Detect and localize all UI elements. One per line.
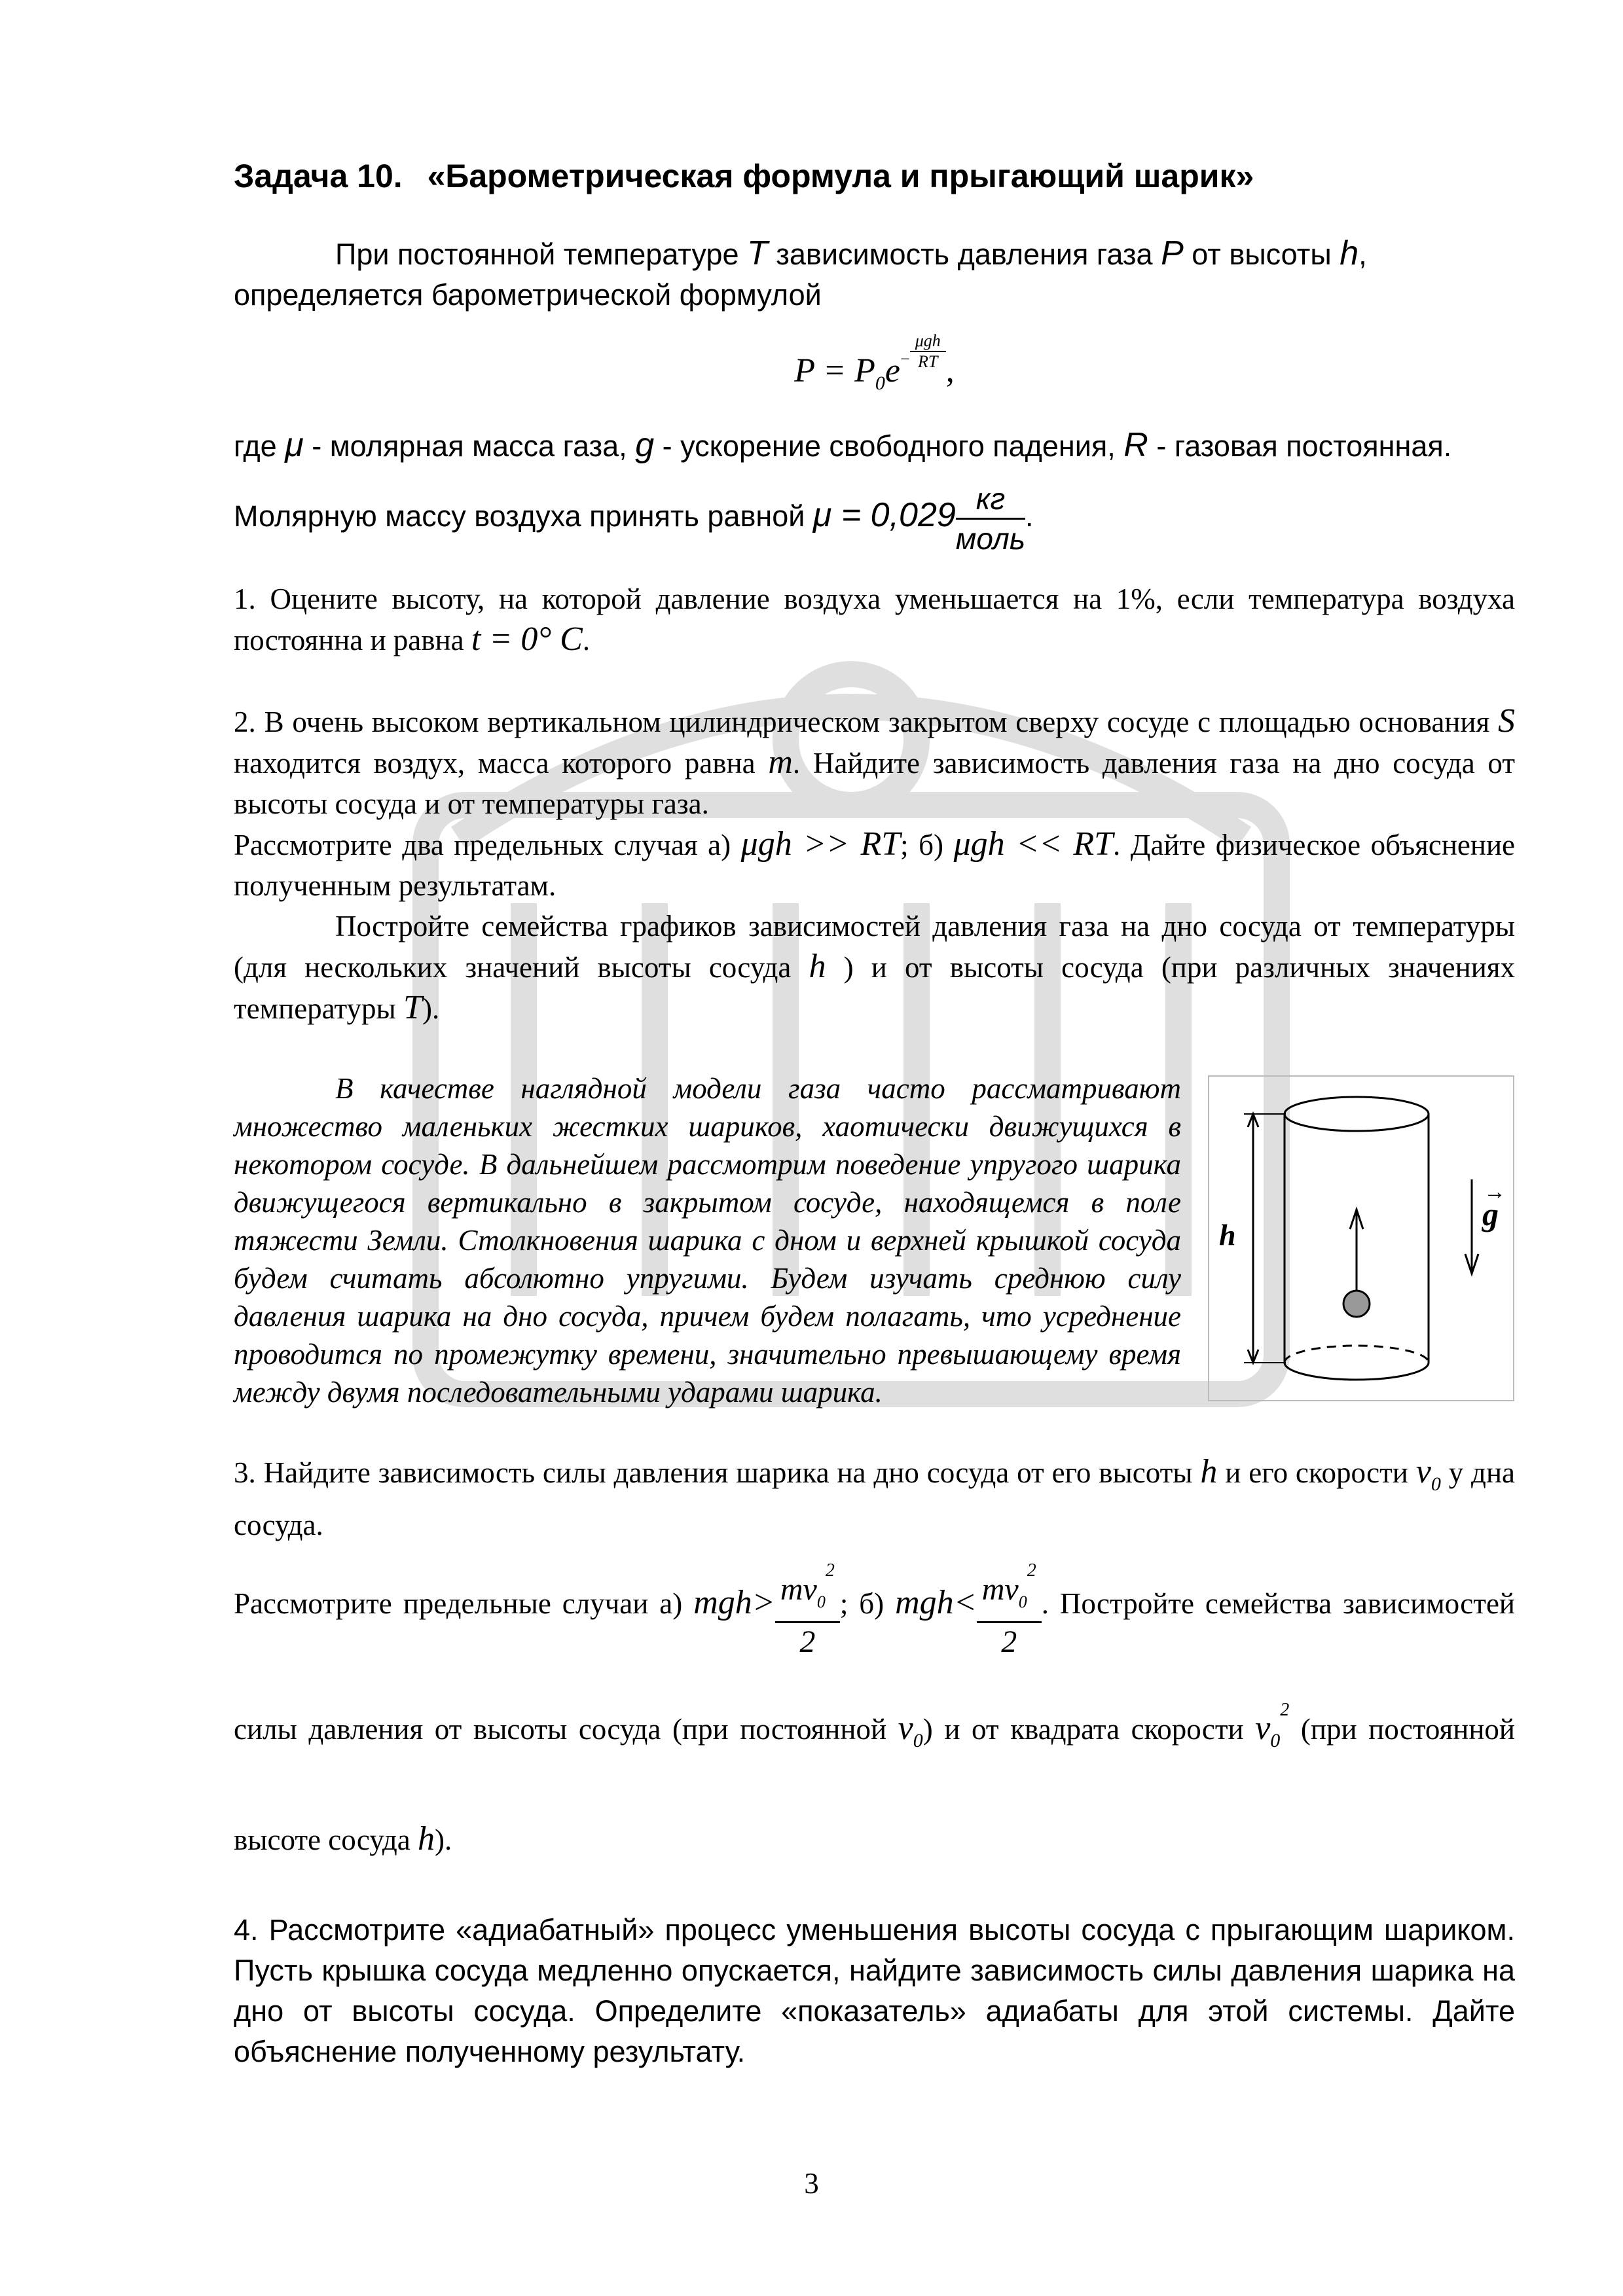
item3-frac-b-mv: mv bbox=[981, 1571, 1019, 1607]
exp-num: μgh bbox=[910, 331, 946, 352]
cylinder-bottom bbox=[1285, 1363, 1429, 1380]
task-number: Задача 10. bbox=[234, 158, 403, 194]
formula-comma: , bbox=[945, 352, 955, 389]
item3-frac-a-den: 2 bbox=[799, 1624, 816, 1659]
task-title: «Барометрическая формула и прыгающий шарик» bbox=[427, 158, 1254, 194]
item2-g: Постройте семейства графиков зависимостей давления газа на дно сосуда от температуры (для нескольких значений высоты сосуда bbox=[234, 909, 1515, 984]
barometric-formula bbox=[234, 321, 1515, 413]
where-line bbox=[234, 425, 1515, 467]
intro-line-1 bbox=[234, 233, 1515, 275]
intro-text-c: от высоты bbox=[1192, 238, 1332, 271]
item3-sup2-3: 2 bbox=[1280, 1699, 1290, 1720]
item2-b: находится воздух, масса которого равна bbox=[234, 746, 756, 780]
item3-gt: > bbox=[752, 1583, 775, 1621]
item3-case-b-mgh: mgh bbox=[895, 1583, 954, 1621]
item3-frac-b-sub: 0 bbox=[1018, 1592, 1027, 1611]
exp-frac bbox=[910, 331, 946, 372]
item3-frac-b-sup: 2 bbox=[1027, 1560, 1036, 1581]
item3-f: . Постройте семейства зависимостей силы давления от высоты сосуда (при постоянной bbox=[234, 1587, 1516, 1746]
var-mu: μ bbox=[285, 426, 304, 464]
item3-frac-b bbox=[977, 1552, 1042, 1661]
item3-var-v: v bbox=[1415, 1452, 1431, 1490]
model-paragraph: В качестве наглядной модели газа часто рассматривают множество маленьких жестких шариков, хаотически движущихся в некотором сосуде. В дальнейшем рассмотрим поведение упругого шарика движущегося вертикально в закрытом сосуде, находящемся в поле тяжести Земли. Столкновения шарика с дном и верхней крышкой сосуда будем считать абсолютно упругими. Будем изучать среднюю силу давления шарика на дно сосуда, причем будем полагать, что усреднение проводится по промежутку времени, значительно превышающему время между двумя последовательными ударами шарика. bbox=[234, 1071, 1181, 1408]
intro-text-d: , bbox=[1359, 238, 1367, 271]
molar-value: μ = 0,029 bbox=[812, 496, 956, 534]
ball bbox=[1343, 1291, 1370, 1317]
item3-lt: < bbox=[953, 1583, 977, 1621]
item3-sub0-2: 0 bbox=[913, 1729, 923, 1751]
item2-j: ). bbox=[422, 992, 440, 1025]
formula-sub0: 0 bbox=[875, 372, 885, 394]
molar-unit-frac bbox=[956, 480, 1025, 558]
intro-text-b: зависимость давления газа bbox=[776, 238, 1153, 271]
where-c: - ускорение свободного падения, bbox=[662, 429, 1116, 463]
var-R: R bbox=[1123, 426, 1148, 464]
item-2-para-1 bbox=[234, 701, 1515, 824]
formula-lhs: P = P bbox=[794, 352, 875, 389]
item3-var-v-3: v bbox=[1255, 1709, 1271, 1747]
item1-end: . bbox=[582, 623, 591, 656]
item-3-para-1 bbox=[234, 1452, 1515, 1545]
item3-sub0: 0 bbox=[1431, 1473, 1441, 1495]
item2-var-T: T bbox=[403, 988, 422, 1026]
intro-line-2: определяется барометрической формулой bbox=[234, 278, 822, 312]
molar-mass-line bbox=[234, 476, 1515, 558]
formula-exponent bbox=[900, 321, 946, 389]
item1-formula: t = 0° C bbox=[471, 620, 583, 658]
item3-frac-a bbox=[775, 1552, 840, 1661]
label-h: h bbox=[1219, 1217, 1236, 1251]
var-T: T bbox=[746, 234, 768, 272]
molar-end: . bbox=[1025, 499, 1034, 533]
var-m: m bbox=[768, 743, 793, 781]
item2-case-a: μgh >> RT bbox=[740, 825, 901, 863]
item3-c: у дна сосуда. bbox=[234, 1456, 1516, 1541]
item3-frac-a-sup: 2 bbox=[825, 1560, 835, 1581]
item2-f: . Дайте физическое объяснение полученным результатам. bbox=[234, 828, 1516, 902]
cylinder-top bbox=[1285, 1097, 1429, 1131]
item-4: 4. Рассмотрите «адиабатный» процесс уменьшения высоты сосуда с прыгающим шариком. Пусть крышка сосуда медленно опускается, найдите зависимость силы давления шарика на дно от высоты сосуда. Определите «показатель» адиабаты для этой системы. Дайте объяснение полученному результату. bbox=[234, 1912, 1515, 2068]
molar-unit-num: кг bbox=[956, 480, 1025, 520]
exp-minus: − bbox=[900, 350, 910, 368]
item2-a: 2. В очень высоком вертикальном цилиндрическом закрытом сверху сосуде с площадью основания bbox=[234, 705, 1490, 738]
item1-text: 1. Оцените высоту, на которой давление воздуха уменьшается на 1%, если температура воздуха постоянна и равна bbox=[234, 582, 1515, 656]
where-d: - газовая постоянная. bbox=[1156, 429, 1452, 463]
item3-frac-a-mv: mv bbox=[780, 1571, 817, 1607]
where-b: - молярная масса газа, bbox=[312, 429, 627, 463]
var-h: h bbox=[1340, 234, 1359, 272]
item3-frac-a-sub: 0 bbox=[816, 1592, 826, 1611]
cylinder-figure bbox=[1207, 1075, 1515, 1402]
item3-frac-b-den: 2 bbox=[1001, 1624, 1017, 1659]
item2-i: ) и от высоты сосуда (при различных значениях температуры bbox=[234, 950, 1515, 1025]
var-P: P bbox=[1161, 234, 1184, 272]
item3-var-h: h bbox=[1200, 1452, 1218, 1490]
item-2-para-3 bbox=[234, 906, 1515, 1029]
var-g: g bbox=[635, 426, 655, 464]
molar-text: Молярную массу воздуха принять равной bbox=[234, 499, 805, 533]
item3-sub0-3: 0 bbox=[1270, 1729, 1281, 1751]
molar-unit-den: моль bbox=[955, 521, 1026, 556]
page-title bbox=[234, 157, 1515, 195]
item3-frac-a-num bbox=[775, 1552, 840, 1623]
item3-e: ; б) bbox=[839, 1587, 884, 1620]
item-2-para-2 bbox=[234, 824, 1515, 906]
item3-var-v-2: v bbox=[898, 1709, 913, 1747]
label-g-vector: → bbox=[1484, 1179, 1506, 1204]
item-1 bbox=[234, 579, 1515, 660]
item2-d: Рассмотрите два предельных случая а) bbox=[234, 828, 731, 861]
item3-a: 3. Найдите зависимость силы давления шарика на дно сосуда от его высоты bbox=[234, 1456, 1193, 1489]
formula-e: e bbox=[884, 352, 901, 389]
item3-g: ) и от квадрата скорости bbox=[922, 1712, 1244, 1746]
item2-e: ; б) bbox=[900, 828, 944, 861]
item3-d: Рассмотрите предельные случаи а) bbox=[234, 1587, 683, 1620]
exp-den: RT bbox=[918, 352, 938, 372]
label-g: g bbox=[1482, 1195, 1499, 1232]
item3-var-h-2: h bbox=[418, 1820, 435, 1857]
item3-j: ). bbox=[435, 1823, 452, 1856]
item3-i: (при постоянной высоте сосуда bbox=[234, 1712, 1515, 1856]
main-content bbox=[234, 157, 1515, 2072]
item2-var-h: h bbox=[809, 947, 826, 985]
item2-case-b: μgh << RT bbox=[953, 825, 1114, 863]
intro-text-a: При постоянной температуре bbox=[335, 238, 739, 271]
where-a: где bbox=[234, 429, 277, 463]
var-S: S bbox=[1498, 702, 1515, 740]
item3-case-a-mgh: mgh bbox=[693, 1583, 752, 1621]
page-number: 3 bbox=[804, 2167, 819, 2200]
item-3-para-2 bbox=[234, 1552, 1515, 1889]
item3-b: и его скорости bbox=[1225, 1456, 1408, 1489]
item3-frac-b-num bbox=[977, 1552, 1042, 1623]
item2-c: . Найдите зависимость давления газа на дно сосуда от высоты сосуда и от температуры газа. bbox=[234, 746, 1515, 820]
